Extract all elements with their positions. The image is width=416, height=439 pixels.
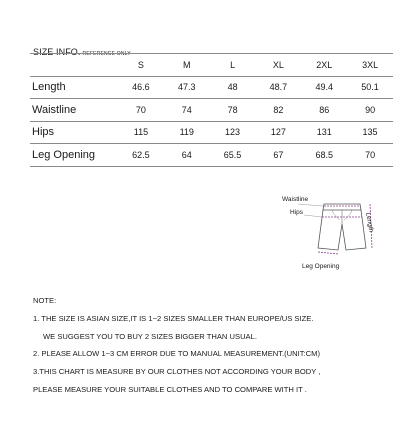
size-table bbox=[30, 53, 393, 167]
hips-label: Hips bbox=[290, 209, 304, 216]
table-cell: 46.6 bbox=[118, 76, 164, 99]
table-cell: 49.4 bbox=[301, 76, 347, 99]
table-cell: 48.7 bbox=[255, 76, 301, 99]
table-cell: 70 bbox=[118, 99, 164, 122]
table-cell: 62.5 bbox=[118, 144, 164, 167]
table-cell: 131 bbox=[301, 121, 347, 144]
shorts-measurement-diagram bbox=[282, 190, 402, 275]
table-cell: 65.5 bbox=[210, 144, 256, 167]
waistline-label: Waistline bbox=[282, 196, 309, 203]
table-row bbox=[30, 76, 393, 99]
table-cell: 70 bbox=[347, 144, 393, 167]
note-line: 3.THIS CHART IS MEASURE BY OUR CLOTHES NOT ACCORDING YOUR BODY , bbox=[33, 367, 321, 377]
header-empty-cell bbox=[30, 54, 118, 77]
table-cell: 48 bbox=[210, 76, 256, 99]
table-cell: 86 bbox=[301, 99, 347, 122]
table-cell: 82 bbox=[255, 99, 301, 122]
leg-opening-label: Leg Opening bbox=[302, 263, 340, 270]
size-header: XL bbox=[255, 54, 301, 77]
row-label: Hips bbox=[30, 121, 118, 144]
table-cell: 90 bbox=[347, 99, 393, 122]
table-cell: 127 bbox=[255, 121, 301, 144]
size-header: L bbox=[210, 54, 256, 77]
table-cell: 50.1 bbox=[347, 76, 393, 99]
table-cell: 64 bbox=[164, 144, 210, 167]
size-header: 3XL bbox=[347, 54, 393, 77]
table-cell: 68.5 bbox=[301, 144, 347, 167]
size-header: M bbox=[164, 54, 210, 77]
table-cell: 123 bbox=[210, 121, 256, 144]
table-cell: 67 bbox=[255, 144, 301, 167]
table-row bbox=[30, 121, 393, 144]
table-cell: 135 bbox=[347, 121, 393, 144]
size-header-row bbox=[30, 54, 393, 77]
table-cell: 115 bbox=[118, 121, 164, 144]
row-label: Length bbox=[30, 76, 118, 99]
table-row bbox=[30, 144, 393, 167]
title-sub: REFERENCE ONLY bbox=[82, 51, 131, 57]
note-line: 1. THE SIZE IS ASIAN SIZE,IT IS 1~2 SIZES SMALLER THAN EUROPE/US SIZE. bbox=[33, 313, 314, 323]
row-label: Leg Opening bbox=[30, 144, 118, 167]
note-line: PLEASE MEASURE YOUR SUITABLE CLOTHES AND TO COMPARE WITH IT . bbox=[33, 384, 307, 394]
size-header: S bbox=[118, 54, 164, 77]
table-cell: 74 bbox=[164, 99, 210, 122]
row-label: Waistline bbox=[30, 99, 118, 122]
notes-heading: NOTE: bbox=[33, 296, 57, 305]
size-header: 2XL bbox=[301, 54, 347, 77]
table-cell: 47.3 bbox=[164, 76, 210, 99]
note-line: WE SUGGEST YOU TO BUY 2 SIZES BIGGER THAN USUAL. bbox=[43, 331, 257, 341]
length-label: Length bbox=[364, 212, 375, 233]
notes-section bbox=[33, 292, 320, 399]
table-cell: 119 bbox=[164, 121, 210, 144]
table-cell: 78 bbox=[210, 99, 256, 122]
note-line: 2. PLEASE ALLOW 1~3 CM ERROR DUE TO MANUAL MEASUREMENT.(UNIT:CM) bbox=[33, 349, 321, 359]
title-main: SIZE INFO. bbox=[33, 47, 81, 57]
table-row bbox=[30, 99, 393, 122]
